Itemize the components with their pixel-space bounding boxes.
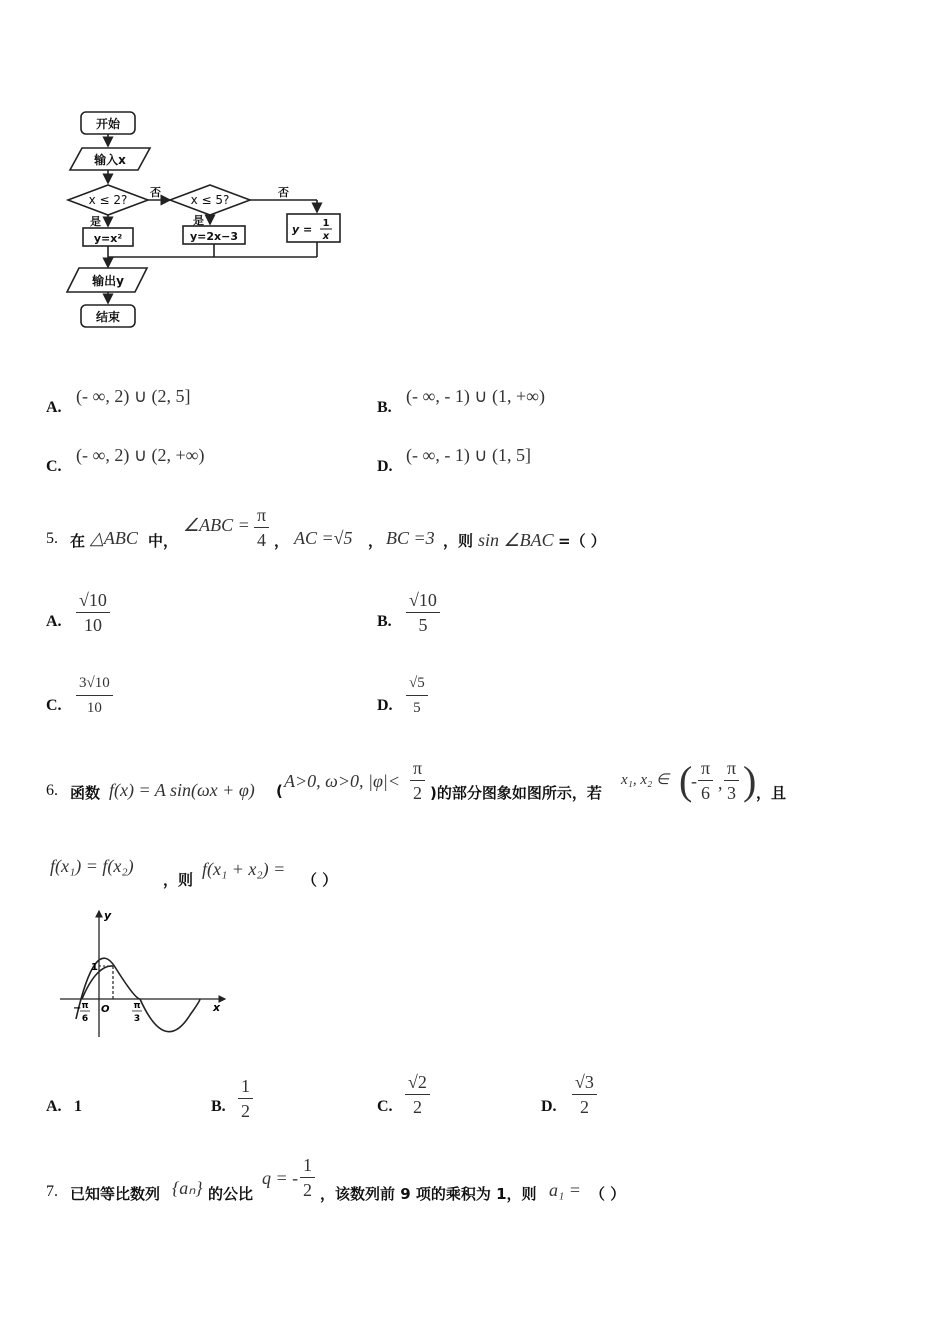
math-x12: x₁, x₂ ∈ bbox=[621, 772, 670, 788]
math-bc: BC =3 bbox=[386, 528, 435, 548]
interval-fraction-a bbox=[698, 758, 713, 803]
neg-tick-num: π bbox=[81, 1001, 89, 1011]
y-axis-label: y bbox=[104, 909, 112, 922]
option-label: D. bbox=[377, 697, 393, 714]
option-fraction bbox=[572, 1072, 597, 1117]
flow-no2-text: 否 bbox=[278, 186, 289, 199]
option-label: C. bbox=[46, 458, 62, 475]
fraction-numerator: 1 bbox=[238, 1076, 253, 1099]
question-text: 的公比 bbox=[208, 1185, 254, 1203]
fraction-numerator: π bbox=[724, 758, 739, 781]
fraction-denominator: 2 bbox=[579, 1097, 589, 1117]
flow-cond1-text: x ≤ 2? bbox=[88, 193, 128, 207]
answer-blank: （ ） bbox=[590, 1185, 626, 1203]
pos-tick-den: 3 bbox=[133, 1014, 141, 1024]
math-expression: f(x₁ + x₂) = bbox=[202, 859, 286, 879]
question-text: ，且 bbox=[756, 784, 787, 802]
x-axis-label: x bbox=[213, 1001, 221, 1014]
neg-tick-sign: − bbox=[73, 1003, 82, 1014]
answer-blank: =（ ） bbox=[558, 532, 606, 550]
math-triangle: △ABC bbox=[90, 528, 138, 548]
flow-yes2-text: 是 bbox=[193, 214, 204, 227]
sine-graph bbox=[55, 905, 235, 1045]
cond-fraction bbox=[410, 758, 425, 803]
question-text: ， bbox=[274, 532, 290, 550]
option-math: (- ∞, - 1) ∪ (1, +∞) bbox=[406, 386, 545, 406]
option-label: B. bbox=[377, 613, 392, 630]
option-fraction bbox=[406, 673, 428, 718]
question-text: )的部分图象如图所示，若 bbox=[430, 784, 602, 802]
option-math: (- ∞, 2) ∪ (2, 5] bbox=[76, 386, 191, 406]
option-label: B. bbox=[377, 399, 392, 416]
option-value: 1 bbox=[74, 1098, 82, 1115]
y-tick-1: 1 bbox=[91, 962, 98, 973]
origin-label: O bbox=[101, 1004, 110, 1015]
flow-input-text: 输入x bbox=[94, 153, 126, 167]
fraction-numerator: π bbox=[254, 505, 269, 528]
flow-cond2-text: x ≤ 5? bbox=[190, 193, 230, 207]
fraction-denominator: 10 bbox=[86, 700, 102, 716]
question-text: ，该数列前 9 项的乘积为 1，则 bbox=[320, 1185, 537, 1203]
option-fraction bbox=[76, 673, 113, 718]
flow-box3-num: 1 bbox=[322, 218, 330, 229]
fraction-numerator: √5 bbox=[406, 673, 428, 696]
flow-box1-text: y=x² bbox=[93, 232, 123, 245]
question-text: 已知等比数列 bbox=[70, 1185, 161, 1203]
flow-start-text: 开始 bbox=[95, 117, 121, 131]
fraction-denominator: 5 bbox=[418, 615, 428, 635]
option-label: A. bbox=[46, 613, 62, 630]
fraction-numerator: π bbox=[410, 758, 425, 781]
option-label: D. bbox=[377, 458, 393, 475]
pos-tick-num: π bbox=[133, 1001, 141, 1011]
ratio-fraction bbox=[300, 1155, 315, 1200]
option-label: D. bbox=[541, 1098, 557, 1115]
flow-yes1-text: 是 bbox=[90, 215, 101, 228]
math-a1: a₁ = bbox=[549, 1180, 581, 1200]
math-function: f(x) = A sin(ωx + φ) bbox=[109, 780, 255, 800]
question-text: ，则 bbox=[443, 532, 474, 550]
interval-fraction-b bbox=[724, 758, 739, 803]
math-condition: A>0, ω>0, |φ|< bbox=[284, 771, 400, 791]
math-equation: f(x₁) = f(x₂) bbox=[50, 856, 134, 876]
fraction-denominator: 10 bbox=[83, 615, 102, 635]
fraction-denominator: 6 bbox=[701, 783, 711, 803]
question-text: ， bbox=[368, 532, 384, 550]
math-ac: AC =√5 bbox=[294, 528, 353, 548]
fraction-numerator: √2 bbox=[405, 1072, 430, 1095]
option-label: C. bbox=[377, 1098, 393, 1115]
option-label: B. bbox=[211, 1098, 226, 1115]
fraction-denominator: 5 bbox=[413, 700, 421, 716]
fraction-denominator: 2 bbox=[412, 1097, 422, 1117]
option-label: A. bbox=[46, 399, 62, 416]
question-text: ( bbox=[276, 782, 283, 800]
question-text: 函数 bbox=[70, 784, 101, 802]
flow-output-text: 输出y bbox=[92, 274, 124, 288]
flowchart bbox=[60, 105, 360, 350]
option-math: (- ∞, - 1) ∪ (1, 5] bbox=[406, 445, 531, 465]
fraction-denominator: 2 bbox=[303, 1180, 312, 1200]
option-fraction bbox=[238, 1076, 253, 1121]
question-text: 中， bbox=[148, 532, 179, 550]
math-angle: ∠ABC = bbox=[183, 515, 250, 535]
question-number: 6. bbox=[46, 782, 58, 799]
math-ratio: q = - bbox=[262, 1168, 299, 1188]
interval-close-paren: ) bbox=[743, 758, 757, 803]
math-comma: , bbox=[718, 773, 723, 793]
fraction-denominator: 2 bbox=[241, 1101, 250, 1121]
interval-open-paren: ( bbox=[679, 758, 693, 803]
option-math: (- ∞, 2) ∪ (2, +∞) bbox=[76, 445, 205, 465]
question-text: 在 bbox=[70, 532, 86, 550]
option-fraction bbox=[405, 1072, 430, 1117]
fraction-denominator: 2 bbox=[413, 783, 423, 803]
flow-end-text: 结束 bbox=[95, 310, 121, 324]
angle-fraction bbox=[254, 505, 269, 550]
fraction-numerator: √10 bbox=[76, 590, 110, 613]
question-number: 5. bbox=[46, 530, 58, 547]
fraction-numerator: 3√10 bbox=[76, 673, 113, 696]
option-fraction bbox=[406, 590, 440, 635]
flow-no1-text: 否 bbox=[150, 186, 161, 199]
fraction-numerator: 1 bbox=[300, 1155, 315, 1178]
fraction-denominator: 3 bbox=[727, 783, 737, 803]
option-label: A. bbox=[46, 1098, 62, 1115]
answer-blank: （ ） bbox=[302, 871, 338, 889]
question-number: 7. bbox=[46, 1183, 58, 1200]
math-sequence: {aₙ} bbox=[172, 1178, 203, 1198]
option-label: C. bbox=[46, 697, 62, 714]
option-fraction bbox=[76, 590, 110, 635]
fraction-numerator: √10 bbox=[406, 590, 440, 613]
math-minus: - bbox=[691, 771, 697, 791]
flow-box2-text: y=2x−3 bbox=[189, 230, 239, 243]
flow-box3-den: x bbox=[322, 231, 330, 242]
question-text: ，则 bbox=[163, 871, 194, 889]
math-sin: sin ∠BAC bbox=[478, 530, 554, 550]
fraction-numerator: π bbox=[698, 758, 713, 781]
fraction-numerator: √3 bbox=[572, 1072, 597, 1095]
flow-box3-lhs: y = bbox=[292, 223, 313, 236]
fraction-denominator: 4 bbox=[257, 530, 267, 550]
neg-tick-den: 6 bbox=[81, 1014, 89, 1024]
